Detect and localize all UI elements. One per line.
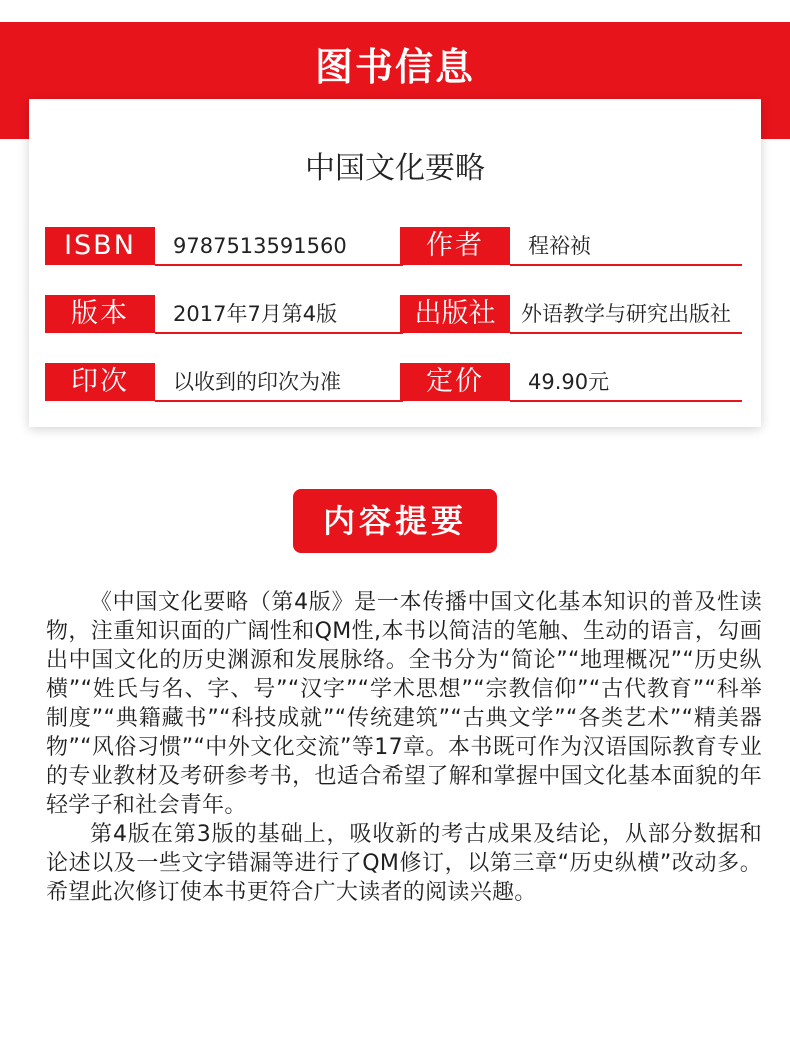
field-underline (510, 400, 742, 402)
field-value: 2017年7月第4版 (173, 302, 338, 326)
summary-paragraph: 第4版在第3版的基础上，吸收新的考古成果及结论，从部分数据和论述以及一些文字错漏等进行了QM修订，以第三章“历史纵横”改动多。希望此次修订使本书更符合广大读者的阅读兴趣。 (46, 822, 762, 905)
summary-heading: 内容提要 (293, 489, 497, 553)
field-label: 印次 (45, 363, 155, 401)
field-label: 出版社 (400, 295, 510, 333)
field-underline (155, 400, 403, 402)
field-value: 程裕祯 (528, 234, 591, 258)
field-label: 定价 (400, 363, 510, 401)
field-underline (510, 332, 742, 334)
field-label: ISBN (45, 227, 155, 265)
field-value: 外语教学与研究出版社 (521, 302, 731, 326)
field-value: 9787513591560 (173, 234, 347, 258)
summary-paragraph: 《中国文化要略（第4版》是一本传播中国文化基本知识的普及性读物，注重知识面的广阔性和QM性,本书以简洁的笔触、生动的语言，勾画出中国文化的历史渊源和发展脉络。全书分为“简论”“地理概况”“历史纵横”“姓氏与名、字、号”“汉字”“学术思想”“宗教信仰”“古代教育”“科举制度”“典籍藏书”“科技成就”“传统建筑”“古典文学”“各类艺术”“精美器物”“风俗习惯”“中外文化交流”等17章。本书既可作为汉语国际教育专业的专业教材及考研参考书，也适合希望了解和掌握中国文化基本面貌的年轻学子和社会青年。 (46, 590, 762, 818)
banner-title: 图书信息 (314, 45, 475, 89)
field-underline (155, 332, 403, 334)
summary-text (46, 588, 762, 907)
field-label: 作者 (400, 227, 510, 265)
field-underline (155, 264, 403, 266)
field-underline (510, 264, 742, 266)
field-label: 版本 (45, 295, 155, 333)
book-title: 中国文化要略 (305, 151, 485, 186)
field-value: 49.90元 (528, 370, 610, 394)
field-value: 以收到的印次为准 (173, 370, 341, 394)
book-info-card (29, 99, 761, 427)
